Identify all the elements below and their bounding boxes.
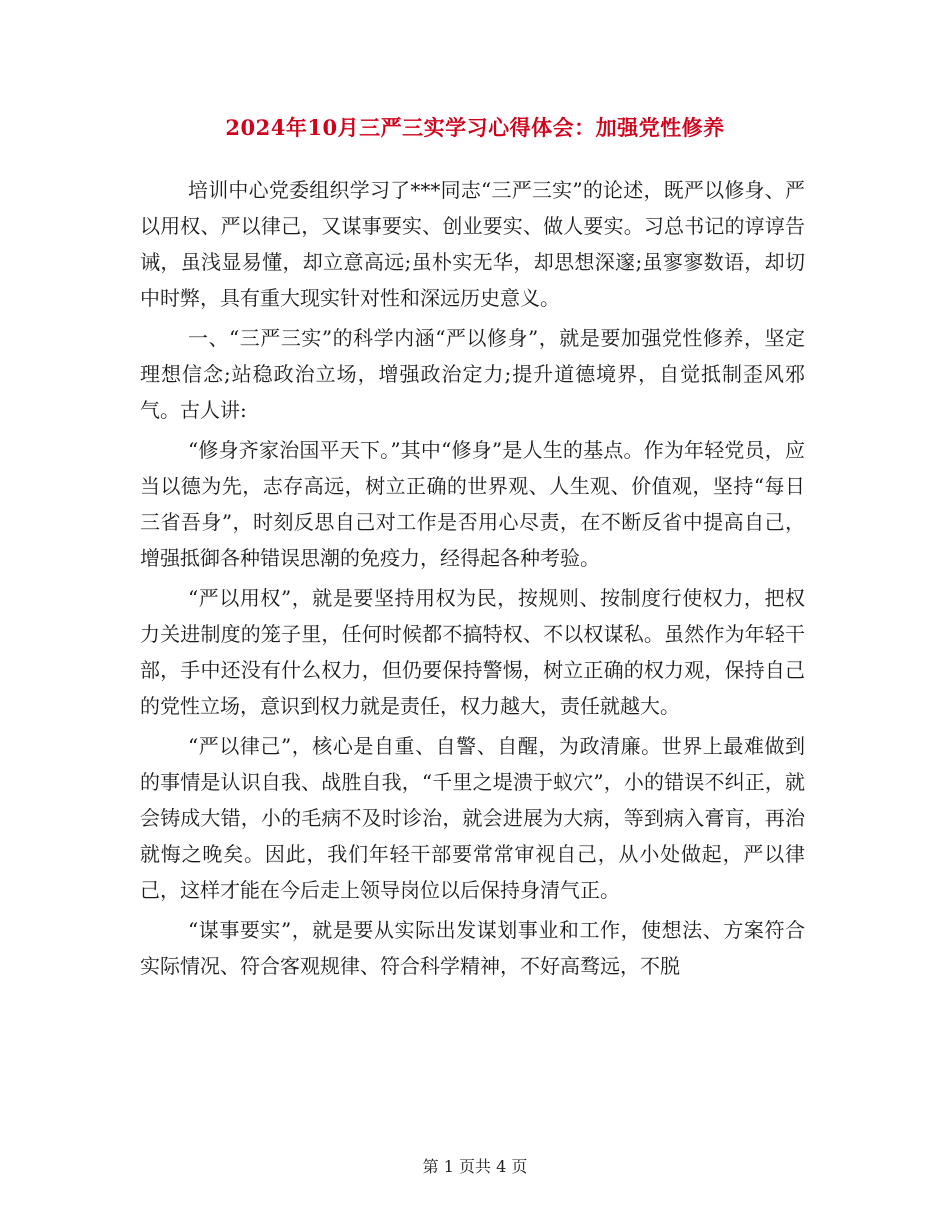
- document-body: [140, 172, 805, 988]
- paragraph: “谋事要实”，就是要从实际出发谋划事业和工作，使想法、方案符合实际情况、符合客观规律、符合科学精神，不好高骛远，不脱: [140, 918, 805, 978]
- paragraph: 培训中心党委组织学习了***同志“三严三实”的论述，既严以修身、严以用权、严以律己，又谋事要实、创业要实、做人要实。习总书记的谆谆告诫，虽浅显易懂，却立意高远;虽朴实无华，却思想深邃;虽寥寥数语，却切中时弊，具有重大现实针对性和深远历史意义。: [140, 178, 805, 310]
- page-number: 第 1 页共 4 页: [422, 1157, 528, 1176]
- paragraph: “严以律己”，核心是自重、自警、自醒，为政清廉。世界上最难做到的事情是认识自我、战胜自我，“千里之堤溃于蚁穴”，小的错误不纠正，就会铸成大错，小的毛病不及时诊治，就会进展为大病，等到病入膏肓，再治就悔之晚矣。因此，我们年轻干部要常常审视自己，从小处做起，严以律己，这样才能在今后走上领导岗位以后保持身清气正。: [140, 734, 805, 902]
- paragraph: “修身齐家治国平天下。”其中“修身”是人生的基点。作为年轻党员，应当以德为先，志存高远，树立正确的世界观、人生观、价值观，坚持“每日三省吾身”，时刻反思自己对工作是否用心尽责，在不断反省中提高自己，增强抵御各种错误思潮的免疫力，经得起各种考验。: [140, 438, 805, 570]
- paragraph: “严以用权”，就是要坚持用权为民，按规则、按制度行使权力，把权力关进制度的笼子里，任何时候都不搞特权、不以权谋私。虽然作为年轻干部，手中还没有什么权力，但仍要保持警惕，树立正确的权力观，保持自己的党性立场，意识到权力就是责任，权力越大，责任就越大。: [140, 586, 805, 718]
- document-title: 2024年10月三严三实学习心得体会：加强党性修养: [225, 115, 725, 140]
- paragraph: 一、“三严三实”的科学内涵“严以修身”，就是要加强党性修养，坚定理想信念;站稳政治立场，增强政治定力;提升道德境界，自觉抵制歪风邪气。古人讲:: [140, 326, 805, 422]
